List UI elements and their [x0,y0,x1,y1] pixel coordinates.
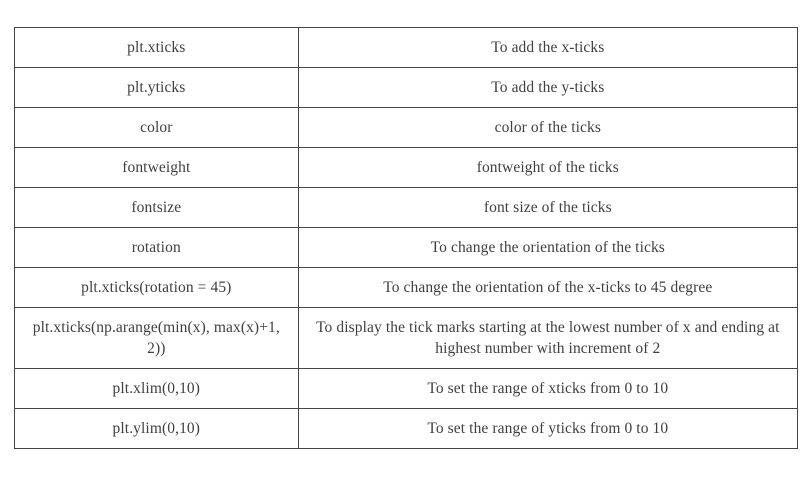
table-row [15,108,798,148]
table-row [15,369,798,409]
matplotlib-ticks-reference-table [14,27,798,449]
command-cell: plt.ylim(0,10) [15,409,299,449]
command-cell: rotation [15,228,299,268]
description-cell: To add the x-ticks [298,28,797,68]
command-cell: color [15,108,299,148]
command-cell: plt.xlim(0,10) [15,369,299,409]
description-cell: To display the tick marks starting at the lowest number of x and ending at highest number with increment of 2 [298,308,797,369]
command-cell: plt.xticks(rotation = 45) [15,268,299,308]
table-row [15,228,798,268]
description-cell: font size of the ticks [298,188,797,228]
table-row [15,268,798,308]
table-row [15,188,798,228]
table-row [15,409,798,449]
command-cell: plt.yticks [15,68,299,108]
table-row [15,148,798,188]
command-cell: fontsize [15,188,299,228]
description-cell: To set the range of yticks from 0 to 10 [298,409,797,449]
description-cell: To change the orientation of the ticks [298,228,797,268]
description-cell: fontweight of the ticks [298,148,797,188]
command-cell: plt.xticks [15,28,299,68]
description-cell: To add the y-ticks [298,68,797,108]
command-cell: plt.xticks(np.arange(min(x), max(x)+1, 2)) [15,308,299,369]
description-cell: To change the orientation of the x-ticks to 45 degree [298,268,797,308]
description-cell: color of the ticks [298,108,797,148]
table-row [15,68,798,108]
table-row [15,308,798,369]
command-cell: fontweight [15,148,299,188]
table-row [15,28,798,68]
description-cell: To set the range of xticks from 0 to 10 [298,369,797,409]
